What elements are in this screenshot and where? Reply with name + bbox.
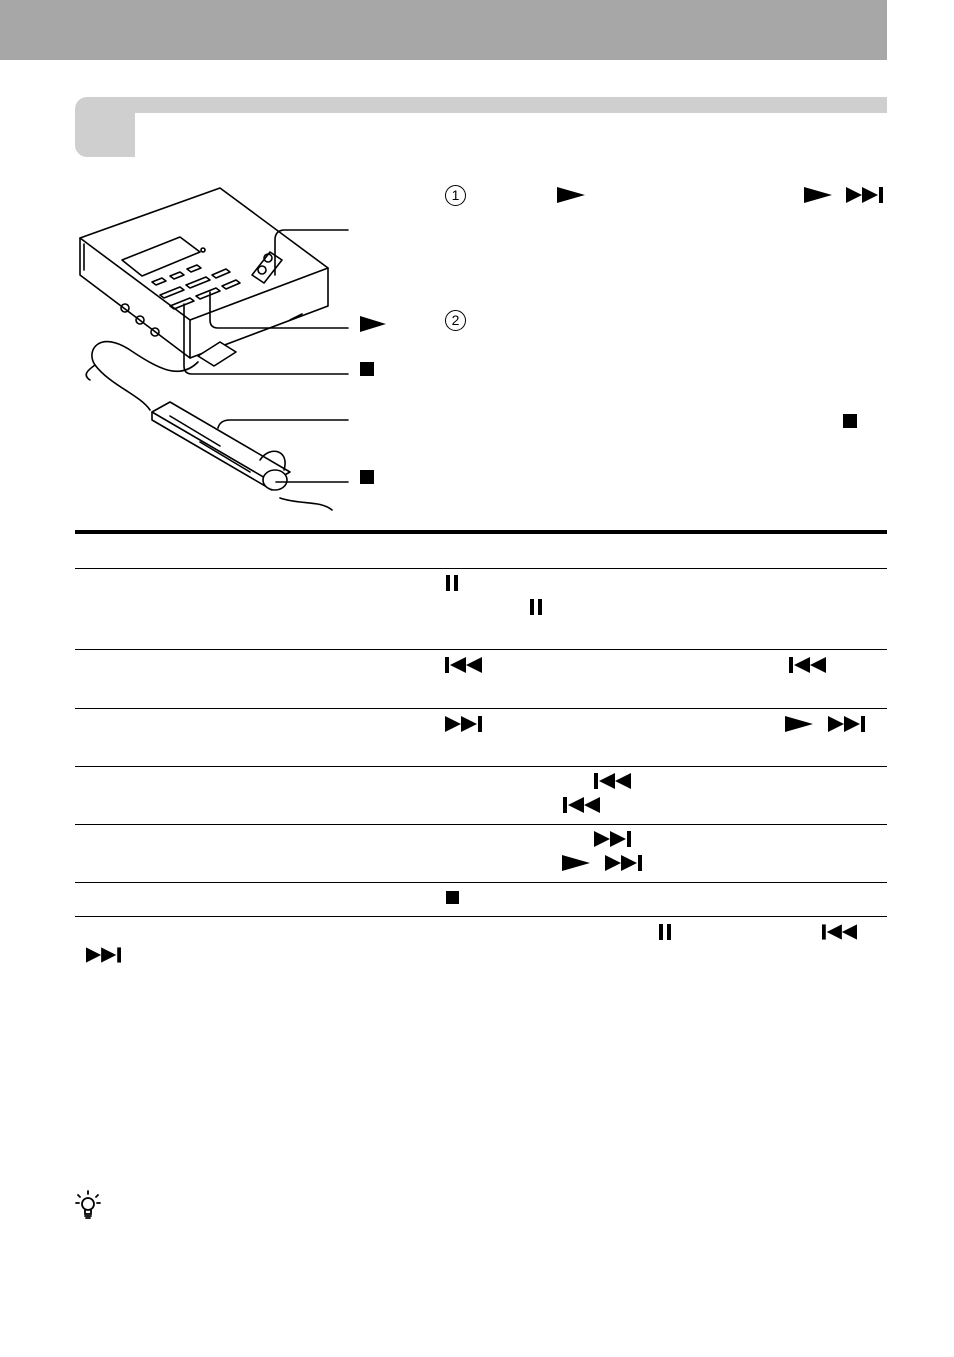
previous-track-icon [822,924,857,940]
table-row-divider [75,824,887,825]
next-track-icon [594,831,631,847]
table-row-divider [75,916,887,917]
table-row-divider [75,568,887,569]
section-header-bar [134,97,887,113]
pause-icon [659,924,671,940]
section-tab [75,97,135,157]
step-number-1: 1 [445,185,466,206]
previous-track-icon [594,773,631,789]
stop-icon [446,891,459,904]
table-row-divider [75,649,887,650]
md-player-illustration [70,180,360,525]
stop-icon [843,414,857,428]
stop-icon [360,470,374,484]
next-track-icon [86,947,121,963]
previous-track-icon [789,657,826,673]
next-track-icon [846,187,884,203]
pause-icon [446,575,458,591]
lightbulb-hint-icon [75,1190,101,1220]
play-icon [804,187,832,203]
play-icon [360,316,386,332]
step-number-2: 2 [445,310,466,331]
table-row-divider [75,766,887,767]
table-row-divider [75,708,887,709]
page-header-bar [0,0,887,60]
play-icon [785,716,813,732]
table-row-divider [75,882,887,883]
previous-track-icon [445,657,482,673]
play-icon [557,187,585,203]
stop-icon [360,362,374,376]
table-top-rule [75,530,887,534]
previous-track-icon [563,797,600,813]
next-track-icon [828,716,865,732]
next-track-icon [605,855,642,871]
next-track-icon [445,716,482,732]
play-icon [562,855,590,871]
pause-icon [530,599,542,615]
